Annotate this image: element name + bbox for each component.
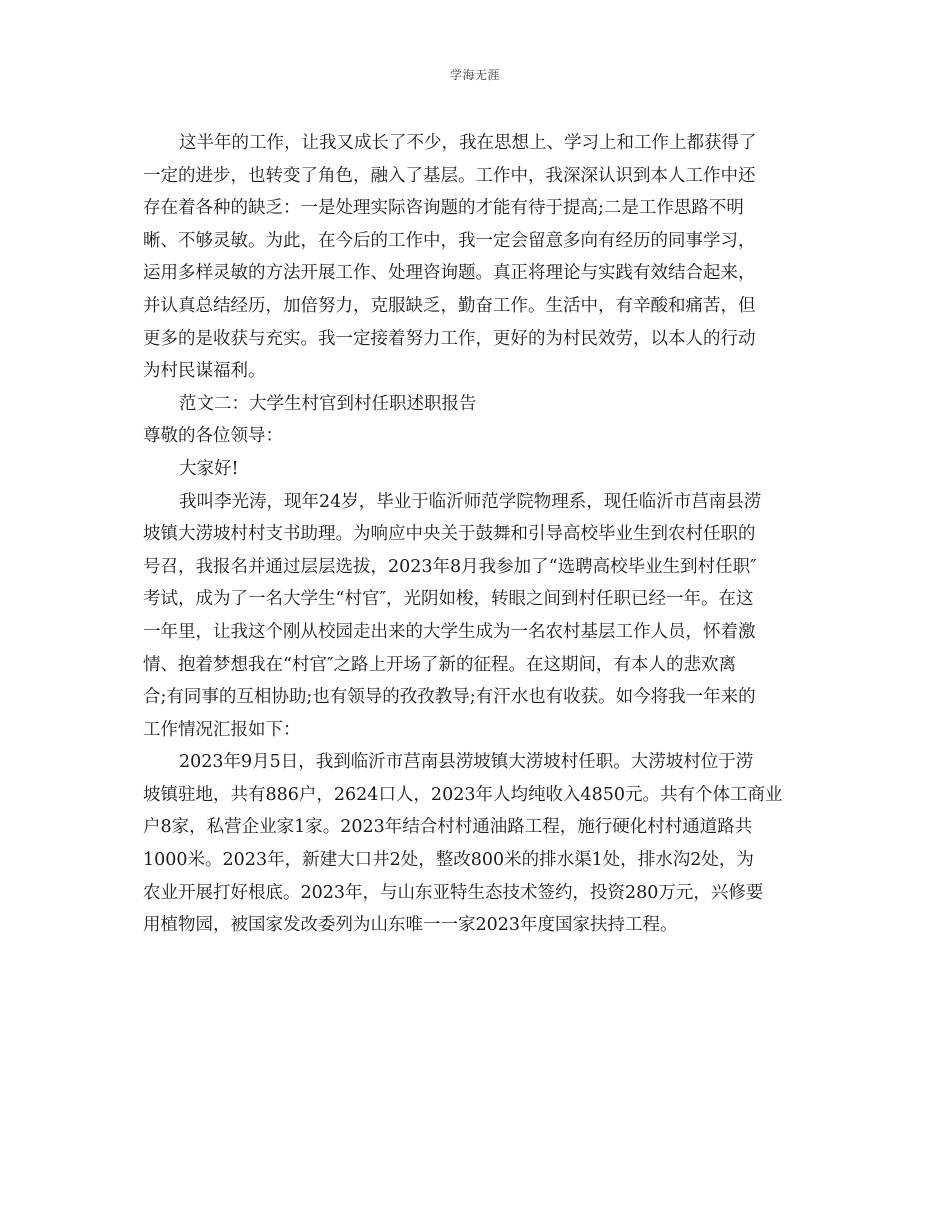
- text-line: 1000米。2023年，新建大口井2处，整改800米的排水渠1处，排水沟2处，为: [143, 850, 754, 871]
- document-body: [143, 127, 805, 942]
- text-line: 这半年的工作，让我又成长了不少，我在思想上、学习上和工作上都获得了: [179, 133, 757, 153]
- text-line: 更多的是收获与充实。我一定接着努力工作，更好的为村民效劳，以本人的行动: [143, 328, 756, 349]
- section-title: 范文二：大学生村官到村任职述职报告: [179, 393, 477, 414]
- text-line: 存在着各种的缺乏：一是处理实际咨询题的才能有待于提高;二是工作思路不明: [143, 198, 744, 219]
- text-line: 为村民谋福利。: [143, 361, 266, 382]
- text-line: 2023年9月5日，我到临沂市莒南县涝坡镇大涝坡村任职。大涝坡村位于涝: [179, 752, 754, 773]
- text-line: 运用多样灵敏的方法开展工作、处理咨询题。真正将理论与实践有效结合起来，: [143, 263, 756, 284]
- text-line: 一年里，让我这个刚从校园走出来的大学生成为一名农村基层工作人员，怀着激: [143, 621, 756, 642]
- text-line: 考试，成为了一名大学生“村官″，光阴如梭，转眼之间到村任职已经一年。在这: [143, 589, 754, 610]
- text-line: 坡镇驻地，共有886户，2624口人，2023年人均纯收入4850元。共有个体工商业: [143, 784, 783, 805]
- text-line: 工作情况汇报如下：: [143, 719, 301, 740]
- text-line: 坡镇大涝坡村村支书助理。为响应中央关于鼓舞和引导高校毕业生到农村任职的: [143, 524, 756, 545]
- text-line: 合;有同事的互相协助;也有领导的孜孜教导;有汗水也有收获。如今将我一年来的: [143, 687, 756, 708]
- text-line: 我叫李光涛，现年24岁，毕业于临沂师范学院物理系，现任临沂市莒南县涝: [179, 491, 762, 512]
- text-line: 号召，我报名并通过层层选拔，2023年8月我参加了“选聘高校毕业生到村任职″: [143, 556, 757, 577]
- text-line: 农业开展打好根底。2023年，与山东亚特生态技术签约，投资280万元，兴修要: [143, 882, 764, 903]
- greeting: 大家好!: [179, 458, 239, 479]
- text-line: 晰、不够灵敏。为此，在今后的工作中，我一定会留意多向有经历的同事学习，: [143, 230, 756, 251]
- text-line: 用植物园，被国家发改委列为山东唯一一家2023年度国家扶持工程。: [143, 915, 678, 936]
- salutation: 尊敬的各位领导：: [143, 426, 283, 447]
- text-line: 情、抱着梦想我在“村官″之路上开场了新的征程。在这期间，有本人的悲欢离: [143, 654, 736, 675]
- text-line: 一定的进步，也转变了角色，融入了基层。工作中，我深深认识到本人工作中还: [143, 165, 756, 186]
- text-line: 户8家，私营企业家1家。2023年结合村村通油路工程，施行硬化村村通道路共: [143, 817, 753, 838]
- page-header: 学海无涯: [449, 68, 500, 82]
- text-line: 并认真总结经历，加倍努力，克服缺乏，勤奋工作。生活中，有辛酸和痛苦，但: [143, 295, 756, 316]
